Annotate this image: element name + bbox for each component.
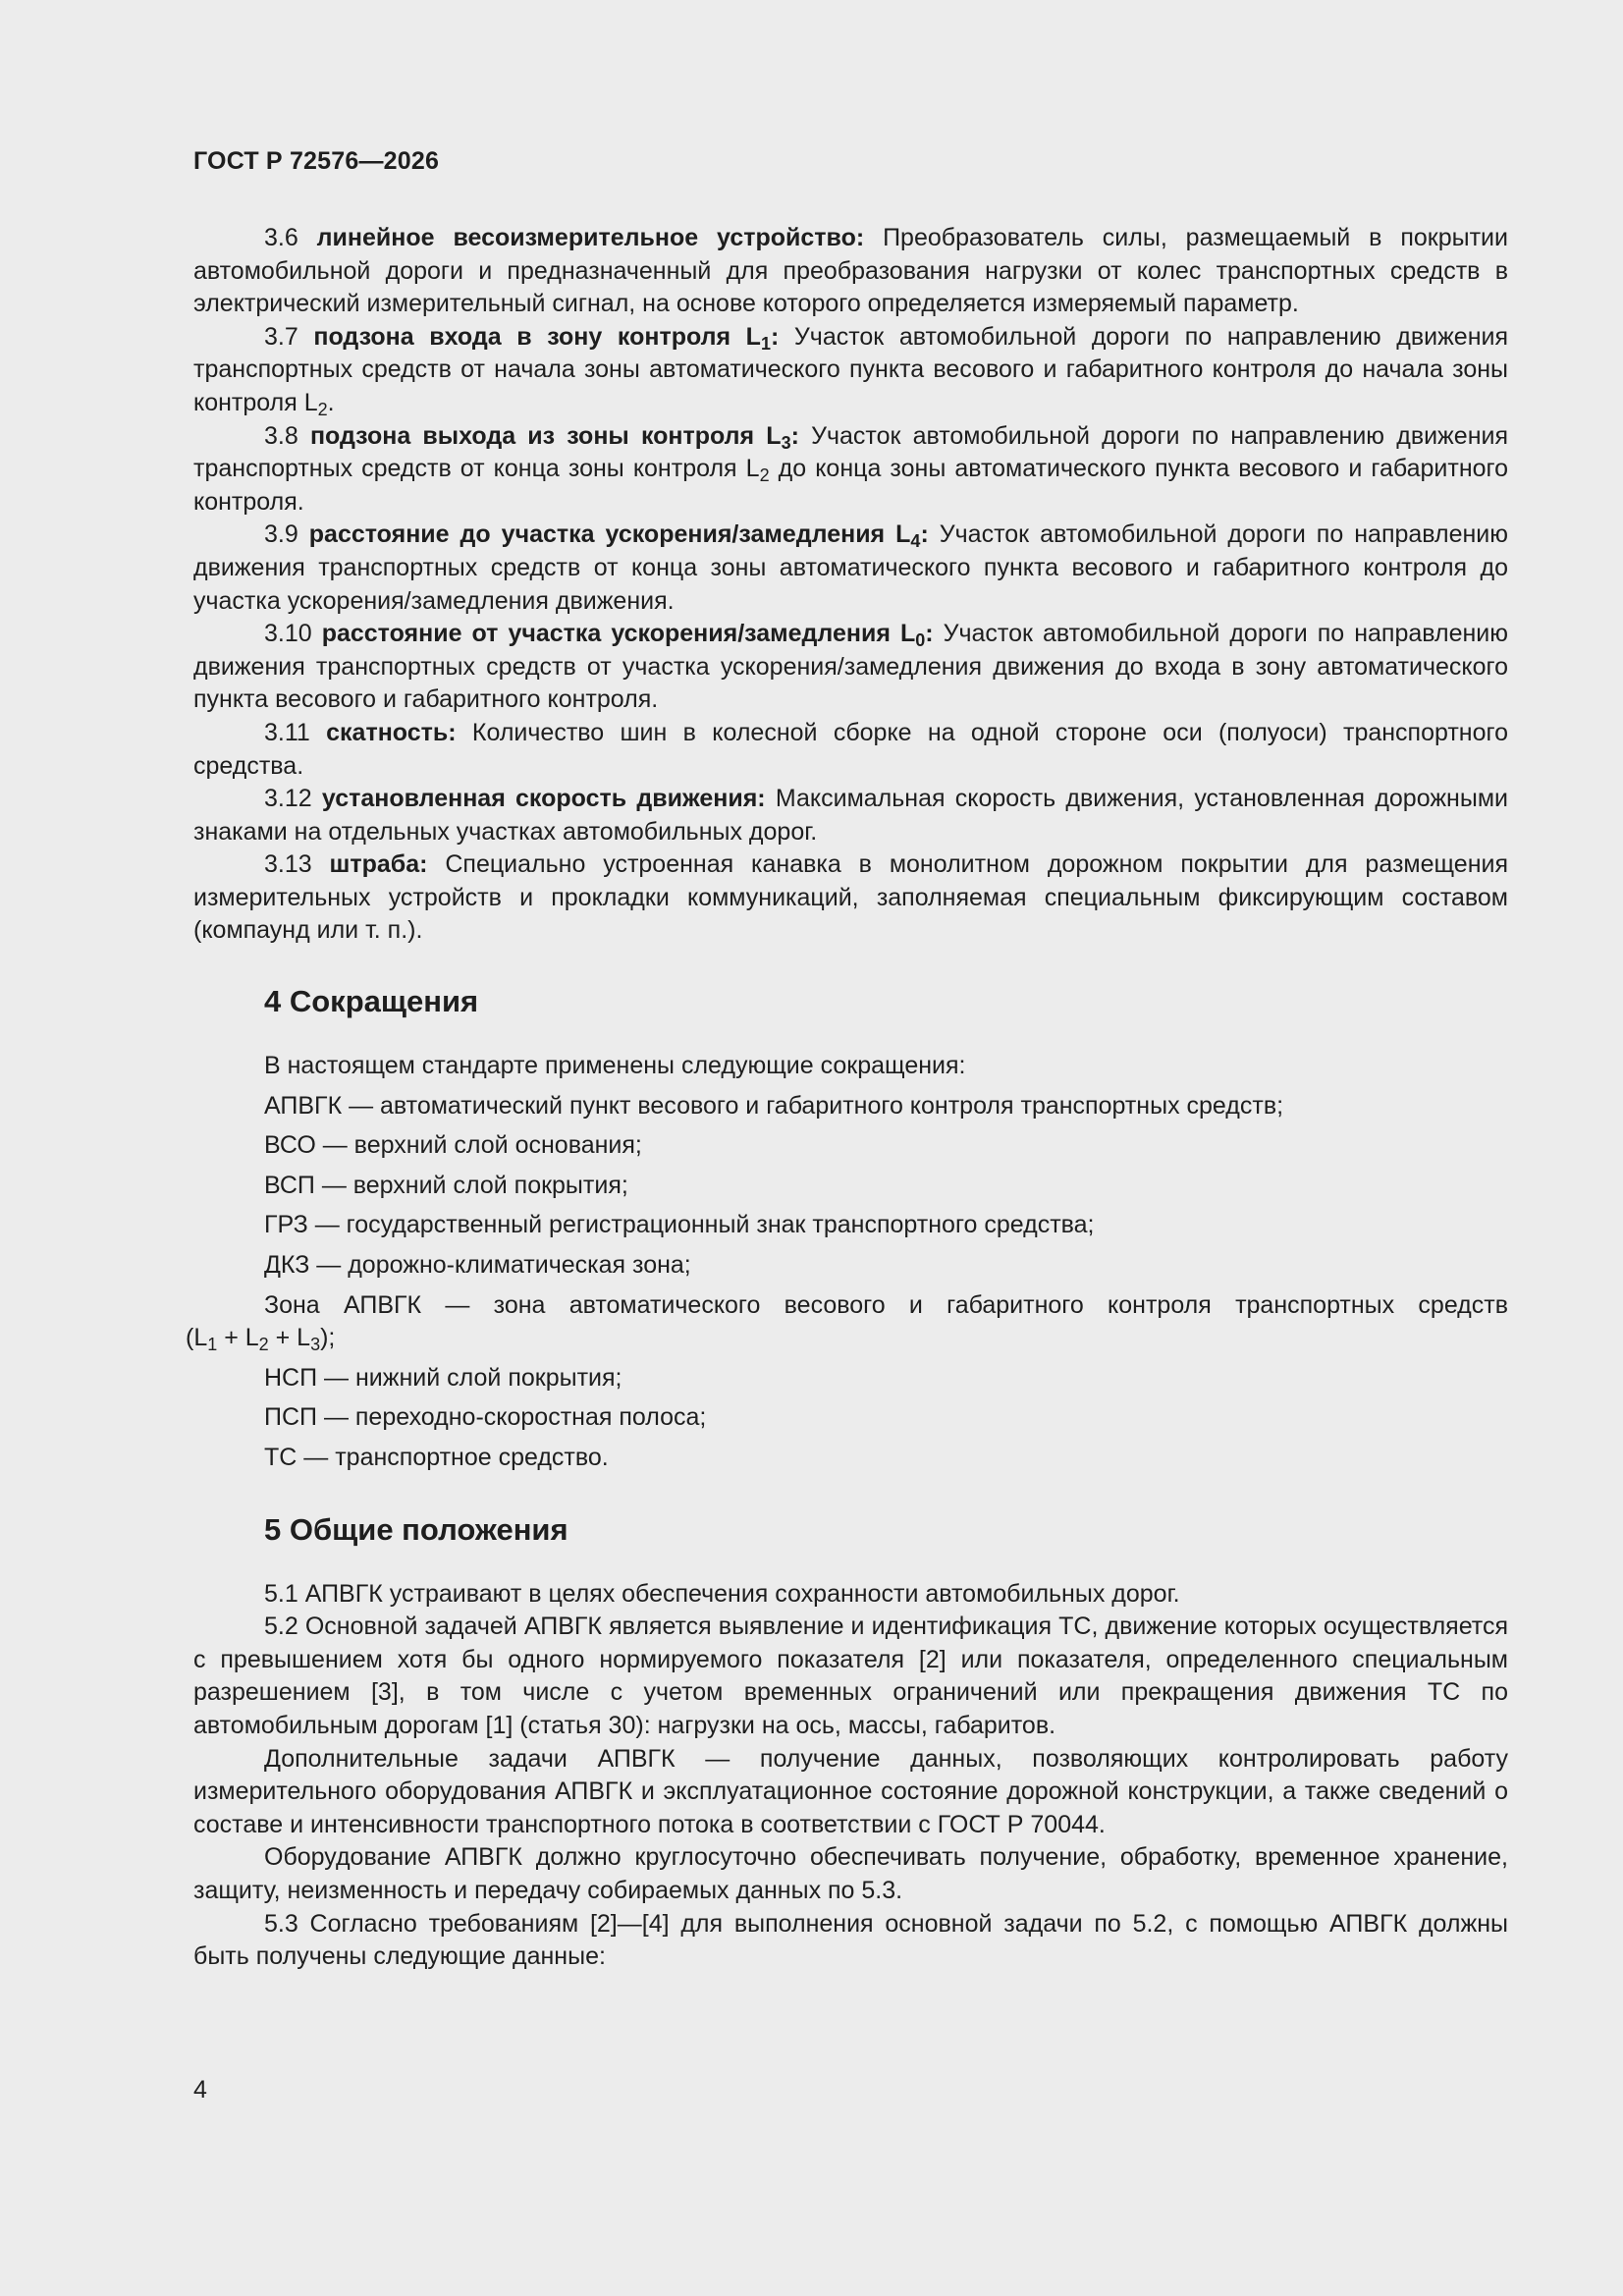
term: подзона входа в зону контроля $L_1$:: [313, 322, 780, 354]
definition-3-13: [193, 848, 1508, 948]
clause-number: 3.8: [264, 421, 298, 450]
definition-3-7: [193, 321, 1508, 420]
abbreviation-item: АПВГК — автоматический пункт весового и габаритного контроля транспортных средств;: [264, 1091, 1284, 1120]
abbreviation-item: ВСО — верхний слой основания;: [264, 1131, 642, 1160]
paragraph-5-3: 5.3 Согласно требованиям [2]—[4] для выполнения основной задачи по 5.2, с помощью АПВГК должны быть получены следующие данные:: [193, 1909, 1508, 1971]
page-content: [186, 222, 1509, 1974]
definition-text: Специально устроенная канавка в монолитном дорожном покрытии для размещения измерительных устройств и прокладки коммуникаций, заполняемая специальным фиксирующим составом (компаунд или т. п.).: [193, 850, 1508, 945]
paragraph-5-1: 5.1 АПВГК устраивают в целях обеспечения сохранности автомобильных дорог.: [264, 1579, 1180, 1608]
abbreviation-item: ТС — транспортное средство.: [264, 1444, 609, 1471]
term: скатность:: [326, 718, 457, 746]
clause-number: 3.13: [264, 850, 312, 879]
definition-3-11: [193, 717, 1508, 783]
clause-number: 3.12: [264, 785, 312, 813]
definition-3-10: [193, 618, 1508, 717]
definition-text: Участок автомобильной дороги по направлению движения транспортных средств от конца зоны контроля $L_2$ до конца зоны автоматического пункта весового и габаритного контроля.: [193, 421, 1509, 516]
abbreviation-item: ПСП — переходно-скоростная полоса;: [264, 1403, 707, 1432]
definition-text: Участок автомобильной дороги по направлению движения транспортных средств от начала зоны автоматического пункта весового и габаритного контроля до начала зоны контроля $L_2$.: [193, 322, 1508, 419]
abbreviation-item: ВСП — верхний слой покрытия;: [264, 1171, 628, 1199]
definition-text: Максимальная скорость движения, установленная дорожными знаками на отдельных участках автомобильных дорог.: [193, 785, 1508, 846]
term: линейное весоизмерительное устройство:: [316, 224, 865, 251]
abbreviations-intro: В настоящем стандарте применены следующие сокращения:: [264, 1052, 966, 1080]
clause-number: 3.9: [264, 520, 298, 549]
page-number: 4: [193, 2076, 207, 2104]
definition-3-6: [193, 222, 1508, 321]
clause-number: 3.10: [264, 620, 312, 648]
abbreviations-list: [186, 1050, 1508, 1475]
document-header: ГОСТ Р 72576—2026: [193, 147, 440, 175]
clause-number: 3.11: [264, 718, 310, 746]
definition-text: Участок автомобильной дороги по направлению движения транспортных средств от участка ускорения/замедления движения до входа в зону автоматического пункта весового и габаритного контроля.: [193, 620, 1508, 714]
clause-number: 3.6: [264, 224, 298, 251]
definition-3-9: [193, 519, 1508, 618]
abbreviation-item-zone: [186, 1289, 1508, 1355]
paragraph-equipment: Оборудование АПВГК должно круглосуточно обеспечивать получение, обработку, временное хранение, защиту, неизменность и передачу собираемых данных по 5.3.: [193, 1843, 1508, 1904]
term: подзона выхода из зоны контроля $L_3$:: [309, 421, 799, 453]
definition-text: Преобразователь силы, размещаемый в покрытии автомобильной дороги и предназначенный для преобразования нагрузки от колес транспортных средств в электрический измерительный сигнал, на основе которого определяется измеряемый параметр.: [193, 224, 1508, 318]
definition-text: Количество шин в колесной сборке на одной стороне оси (полуоси) транспортного средства.: [193, 718, 1508, 780]
paragraph-5-2: 5.2 Основной задачей АПВГК является выявление и идентификация ТС, движение которых осуществляется с превышением хотя бы одного нормируемого показателя [2] или показателя, определенного специальным разрешением [3], в том числе с учетом временных ограничений или прекращения движения ТС по автомобильным дорогам [1] (статья 30): нагрузки на ось, массы, габаритов.: [193, 1613, 1508, 1739]
term: расстояние до участка ускорения/замедления $L_4$:: [308, 520, 929, 552]
section-5-title: 5 Общие положения: [264, 1511, 568, 1547]
section-4-title: 4 Сокращения: [264, 984, 479, 1019]
abbreviation-item: ДКЗ — дорожно-климатическая зона;: [264, 1251, 691, 1280]
zone-formula: $(L_1 + L_2 + L_3)$;: [186, 1324, 336, 1355]
definition-3-12: [193, 783, 1508, 848]
term: расстояние от участка ускорения/замедления $L_0$:: [321, 620, 934, 651]
definition-text: Участок автомобильной дороги по направлению движения транспортных средств от конца зоны автоматического пункта весового и габаритного контроля до участка ускорения/замедления движения.: [193, 520, 1509, 615]
definition-3-8: [193, 420, 1508, 519]
term: штраба:: [329, 850, 428, 879]
clause-number: 3.7: [264, 322, 298, 351]
zone-definition: Зона АПВГК — зона автоматического весового и габаритного контроля транспортных средств: [264, 1290, 1508, 1319]
abbreviation-item: НСП — нижний слой покрытия;: [264, 1363, 622, 1392]
term: установленная скорость движения:: [321, 785, 766, 813]
paragraph-additional-tasks: Дополнительные задачи АПВГК — получение данных, позволяющих контролировать работу измерительного оборудования АПВГК и эксплуатационное состояние дорожной конструкции, а также сведений о составе и интенсивности транспортного потока в соответствии с ГОСТ Р 70044.: [193, 1744, 1508, 1838]
abbreviation-item: ГРЗ — государственный регистрационный знак транспортного средства;: [264, 1211, 1095, 1239]
